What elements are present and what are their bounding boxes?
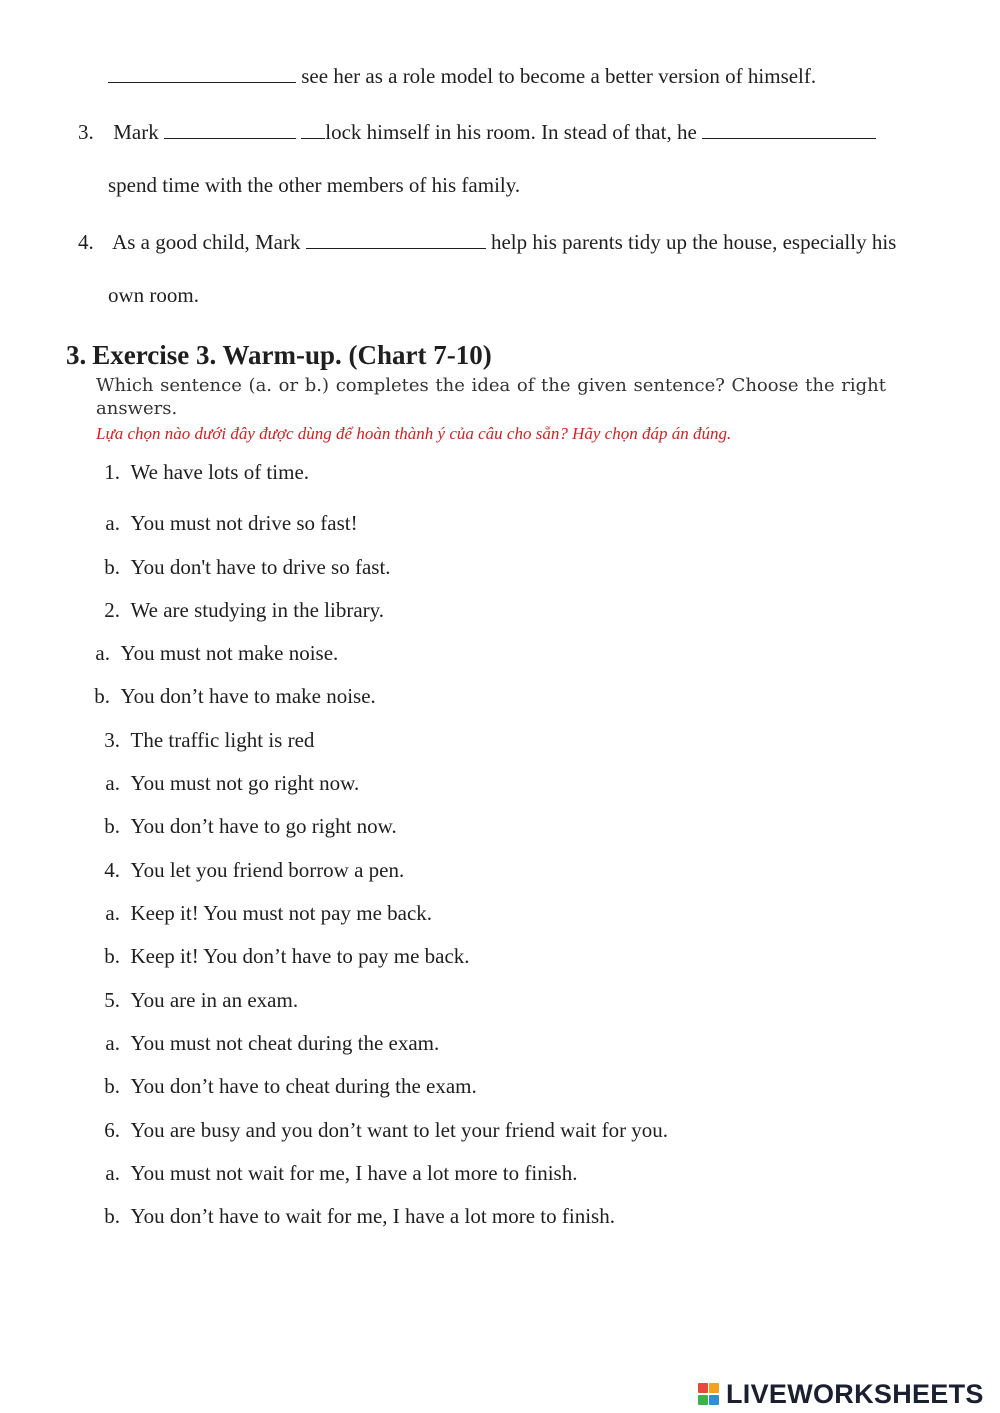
answer-blank[interactable] bbox=[164, 120, 296, 139]
item-label: 4. bbox=[104, 858, 120, 882]
option-text: You don’t have to wait for me, I have a lot more to finish. bbox=[130, 1204, 615, 1228]
exercise-instruction-vietnamese: Lựa chọn nào dưới đây được dùng để hoàn thành ý của câu cho sẵn? Hãy chọn đáp án đúng. bbox=[96, 424, 732, 443]
exercise-item bbox=[90, 462, 309, 483]
exercise-item bbox=[90, 600, 384, 621]
item-text: You are in an exam. bbox=[130, 988, 299, 1012]
sentence-text: see her as a role model to become a better version of himself. bbox=[301, 64, 817, 88]
exercise-item bbox=[90, 990, 298, 1011]
option-label: b. bbox=[104, 1204, 120, 1228]
sentence-text: lock himself in his room. In stead of that, he bbox=[325, 120, 697, 144]
answer-option[interactable] bbox=[90, 903, 432, 924]
sentence-text: help his parents tidy up the house, especially his bbox=[490, 230, 897, 254]
option-text: Keep it! You don’t have to pay me back. bbox=[130, 944, 470, 968]
item-text: The traffic light is red bbox=[130, 728, 315, 752]
option-label: b. bbox=[104, 1074, 120, 1098]
item-label: 6. bbox=[104, 1118, 120, 1142]
option-label: a. bbox=[105, 1031, 120, 1055]
option-text: You must not go right now. bbox=[130, 771, 360, 795]
liveworksheets-logo[interactable] bbox=[698, 1378, 984, 1410]
sentence-text: spend time with the other members of his family. bbox=[108, 173, 521, 197]
item-label: 2. bbox=[104, 598, 120, 622]
answer-option[interactable] bbox=[90, 1163, 577, 1184]
answer-option[interactable] bbox=[90, 557, 391, 578]
exercise-item bbox=[90, 860, 404, 881]
item-text: We have lots of time. bbox=[130, 460, 310, 484]
sentence-3 bbox=[78, 120, 876, 143]
option-label: b. bbox=[104, 944, 120, 968]
answer-option[interactable] bbox=[80, 643, 338, 664]
option-label: a. bbox=[105, 771, 120, 795]
exercise-item bbox=[90, 730, 314, 751]
item-label: 5. bbox=[104, 988, 120, 1012]
item-text: You are busy and you don’t want to let your friend wait for you. bbox=[130, 1118, 669, 1142]
option-label: a. bbox=[95, 641, 110, 665]
option-text: Keep it! You must not pay me back. bbox=[130, 901, 433, 925]
exercise-instruction: Which sentence (a. or b.) completes the idea of the given sentence? Choose the right answers. bbox=[96, 375, 886, 419]
answer-option[interactable] bbox=[90, 1206, 615, 1227]
exercise-item bbox=[90, 1120, 668, 1141]
option-text: You don’t have to go right now. bbox=[130, 814, 397, 838]
sentence-text: own room. bbox=[108, 283, 199, 307]
sentence-continuation bbox=[108, 175, 520, 196]
option-label: b. bbox=[104, 814, 120, 838]
item-label: 1. bbox=[104, 460, 120, 484]
option-text: You must not drive so fast! bbox=[130, 511, 358, 535]
option-label: a. bbox=[105, 511, 120, 535]
option-text: You must not make noise. bbox=[120, 641, 339, 665]
answer-option[interactable] bbox=[90, 946, 470, 967]
logo-text: LIVEWORKSHEETS bbox=[726, 1378, 984, 1409]
answer-option[interactable] bbox=[80, 686, 376, 707]
option-label: b. bbox=[94, 684, 110, 708]
option-label: b. bbox=[104, 555, 120, 579]
answer-option[interactable] bbox=[90, 816, 397, 837]
item-label: 3. bbox=[104, 728, 120, 752]
exercise-heading bbox=[66, 342, 492, 369]
answer-blank[interactable] bbox=[702, 120, 876, 139]
option-label: a. bbox=[105, 901, 120, 925]
sentence-4 bbox=[78, 230, 896, 253]
answer-option[interactable] bbox=[90, 513, 358, 534]
answer-option[interactable] bbox=[90, 773, 359, 794]
exercise-title: Exercise 3. Warm-up. (Chart 7-10) bbox=[92, 340, 492, 370]
option-text: You must not wait for me, I have a lot more to finish. bbox=[130, 1161, 578, 1185]
item-text: You let you friend borrow a pen. bbox=[130, 858, 405, 882]
answer-option[interactable] bbox=[90, 1076, 477, 1097]
option-text: You must not cheat during the exam. bbox=[130, 1031, 440, 1055]
sentence-text: Mark bbox=[113, 120, 159, 144]
answer-option[interactable] bbox=[90, 1033, 439, 1054]
sentence-number: 4. bbox=[78, 230, 94, 254]
sentence-fragment-line bbox=[108, 64, 816, 87]
answer-blank[interactable] bbox=[108, 64, 296, 83]
liveworksheets-logo-icon bbox=[698, 1381, 720, 1407]
option-text: You don’t have to make noise. bbox=[120, 684, 376, 708]
exercise-number: 3. bbox=[66, 340, 87, 370]
answer-blank[interactable] bbox=[306, 230, 486, 249]
item-text: We are studying in the library. bbox=[130, 598, 385, 622]
sentence-text: As a good child, Mark bbox=[112, 230, 301, 254]
sentence-number: 3. bbox=[78, 120, 94, 144]
sentence-continuation bbox=[108, 285, 199, 306]
option-label: a. bbox=[105, 1161, 120, 1185]
option-text: You don't have to drive so fast. bbox=[130, 555, 391, 579]
answer-blank[interactable] bbox=[301, 120, 325, 139]
option-text: You don’t have to cheat during the exam. bbox=[130, 1074, 477, 1098]
